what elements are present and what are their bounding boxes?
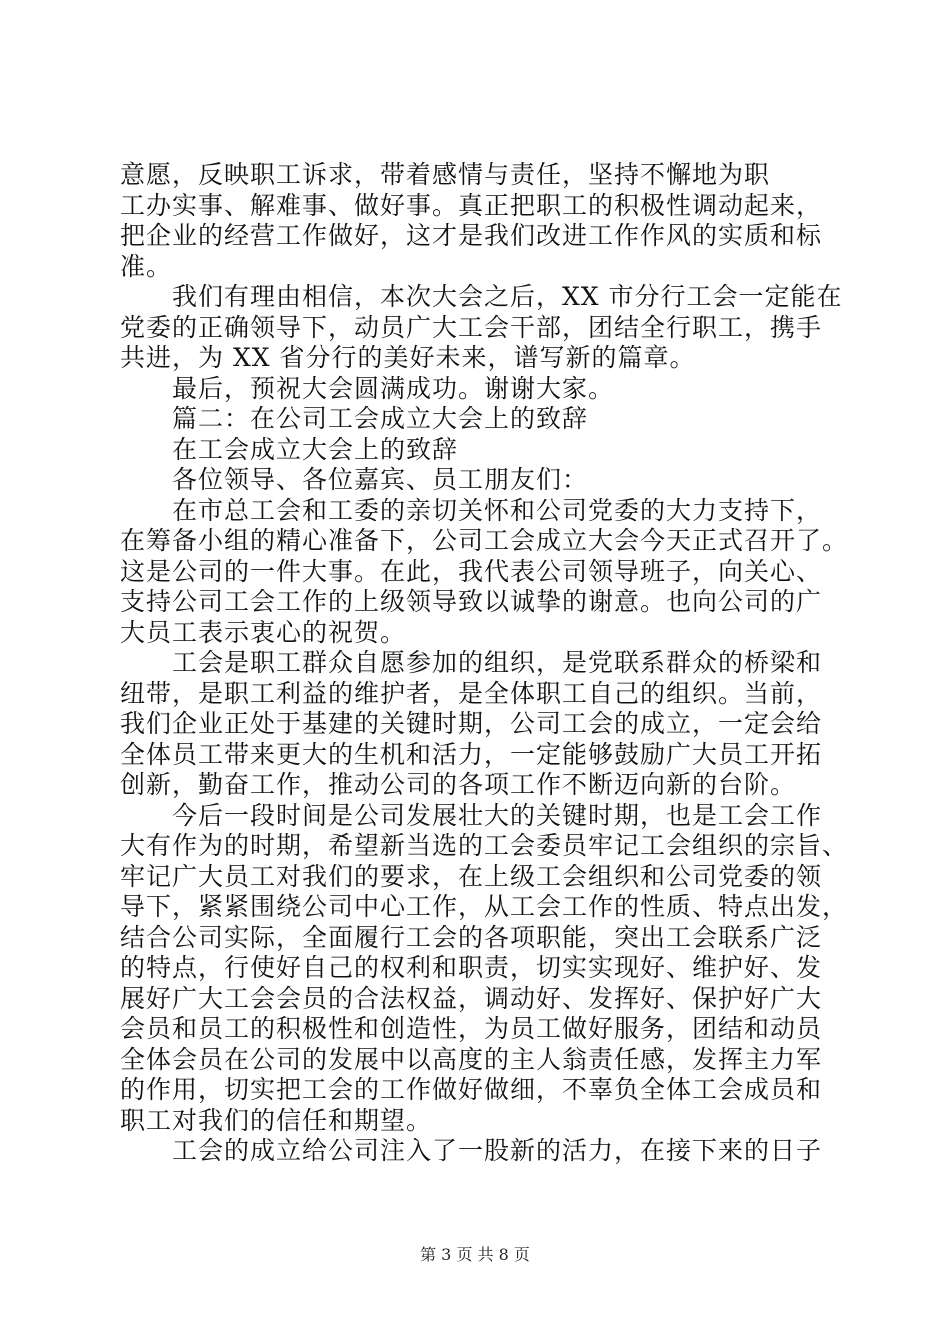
text-line: 在筹备小组的精心准备下，公司工会成立大会今天正式召开了。 [120, 526, 849, 555]
text-line: 大员工表示衷心的祝贺。 [120, 617, 407, 647]
text-line: 会员和员工的积极性和创造性，为员工做好服务，团结和动员 [120, 1014, 823, 1043]
text-line: 展好广大工会会员的合法权益，调动好、发挥好、保护好广大 [120, 983, 823, 1013]
paragraph [120, 435, 835, 466]
paragraph [120, 465, 835, 496]
text-line: 的特点，行使好自己的权利和职责，切实实现好、维护好、发 [120, 953, 823, 982]
paragraph [120, 282, 843, 374]
text-line: 工会的成立给公司注入了一股新的活力，在接下来的日子 [120, 1136, 823, 1165]
text-line: 创新，勤奋工作，推动公司的各项工作不断迈向新的台阶。 [120, 770, 797, 799]
text-line: 在市总工会和工委的亲切关怀和公司党委的大力支持下， [120, 495, 823, 525]
text-line: 工会是职工群众自愿参加的组织，是党联系群众的桥梁和 [120, 648, 823, 677]
text-line: 导下，紧紧围绕公司中心工作，从工会工作的性质、特点出发， [120, 892, 849, 921]
paragraph [120, 160, 835, 282]
paragraph [120, 374, 835, 405]
text-line: 共进，为 XX 省分行的美好未来，谱写新的篇章。 [120, 343, 696, 372]
text-line: 最后，预祝大会圆满成功。谢谢大家。 [120, 373, 615, 403]
text-line: 党委的正确领导下，动员广大工会干部，团结全行职工，携手 [120, 312, 823, 342]
document-body [120, 160, 849, 1167]
text-line: 把企业的经营工作做好，这才是我们改进工作作风的实质和标 [120, 221, 823, 250]
text-line: 在工会成立大会上的致辞 [120, 434, 459, 464]
text-line: 这是公司的一件大事。在此，我代表公司领导班子，向关心、 [120, 556, 823, 586]
paragraph [120, 404, 835, 435]
page-number-footer: 第 3 页 共 8 页 [420, 1245, 530, 1264]
paragraph [120, 495, 849, 649]
text-line: 篇二：在公司工会成立大会上的致辞 [120, 404, 589, 433]
text-line: 意愿，反映职工诉求，带着感情与责任，坚持不懈地为职 [120, 160, 771, 189]
text-line: 各位领导、各位嘉宾、员工朋友们： [120, 465, 589, 494]
paragraph [120, 800, 849, 1137]
text-line: 准。 [120, 251, 173, 281]
text-line: 全体员工带来更大的生机和活力，一定能够鼓励广大员工开拓 [120, 739, 823, 769]
text-line: 牢记广大员工对我们的要求，在上级工会组织和公司党委的领 [120, 861, 823, 891]
text-line: 职工对我们的信任和期望。 [120, 1105, 433, 1135]
text-line: 纽带，是职工利益的维护者，是全体职工自己的组织。当前， [120, 678, 823, 708]
text-line: 我们有理由相信，本次大会之后，XX 市分行工会一定能在 [120, 282, 843, 311]
text-line: 支持公司工会工作的上级领导致以诚挚的谢意。也向公司的广 [120, 587, 823, 616]
text-line: 的作用，切实把工会的工作做好做细，不辜负全体工会成员和 [120, 1075, 823, 1104]
text-line: 大有作为的时期，希望新当选的工会委员牢记工会组织的宗旨、 [120, 831, 849, 860]
text-line: 结合公司实际，全面履行工会的各项职能，突出工会联系广泛 [120, 922, 823, 952]
text-line: 我们企业正处于基建的关键时期，公司工会的成立，一定会给 [120, 709, 823, 738]
text-line: 全体会员在公司的发展中以高度的主人翁责任感，发挥主力军 [120, 1044, 823, 1074]
text-line: 今后一段时间是公司发展壮大的关键时期，也是工会工作 [120, 800, 823, 830]
text-line: 工办实事、解难事、做好事。真正把职工的积极性调动起来， [120, 190, 823, 220]
paragraph [120, 1136, 835, 1167]
paragraph [120, 648, 835, 801]
